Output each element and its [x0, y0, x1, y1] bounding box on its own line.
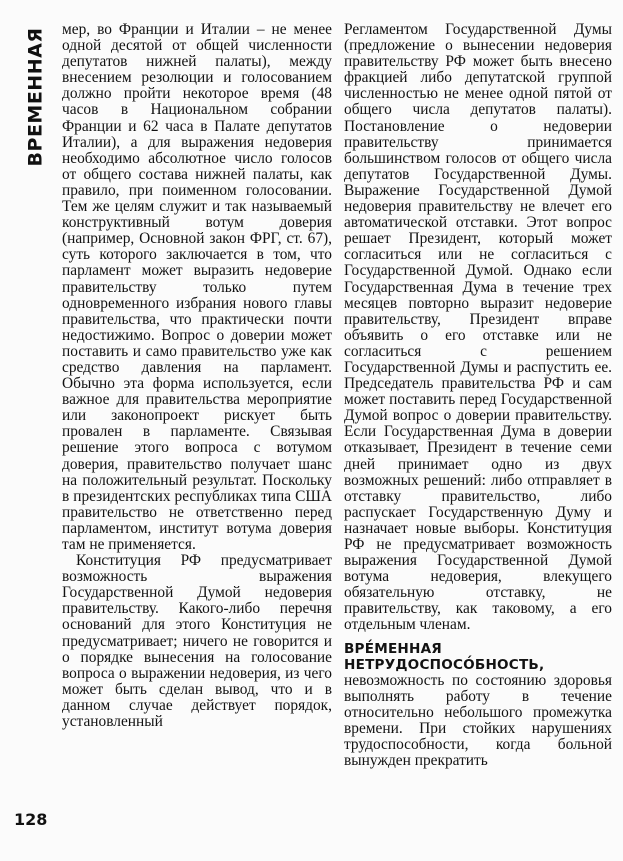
entry-spacer: [344, 634, 612, 641]
running-header-text: ВРЕМЕННАЯ: [24, 27, 47, 167]
left-column: [62, 22, 332, 730]
entry-term: ВРЕ́МЕННАЯ НЕТРУДОСПОСО́БНОСТЬ,: [344, 640, 545, 673]
left-paragraph-2: Конституция РФ предусматривает возможность выражения Государственной Думой недоверия правительству. Какого-либо перечня оснований для этого Конституция не предусматривает; ничего не говорится и о порядке вынесения на голосование вопроса о выражении недоверия, из чего может быть сделан вывод, что и в данном случае действует порядок, установленный: [62, 552, 332, 731]
entry-definition: невозможность по состоянию здоровья выполнять работу в течение относительно небольшого промежутка времени. При стойких нарушениях трудоспособности, когда больной вынужден прекратить: [344, 671, 612, 770]
left-paragraph-1: мер, во Франции и Италии – не менее одной десятой от общей численности депутатов нижней палаты), между внесением резолюции и голосованием должно пройти некоторое время (48 часов в Национальном собрании Франции и 62 часа в Палате депутатов Италии), а для выражения недоверия необходимо абсолютное число голосов от общего состава нижней палаты, как правило, при поименном голосовании. Тем же целям служит и так называемый конструктивный вотум доверия (например, Основной закон ФРГ, ст. 67), суть которого заключается в том, что парламент может выразить недоверие правительству только путем одновременного избрания нового главы правительства, что практически почти недостижимо. Вопрос о доверии может поставить и само правительство уже как средство давления на парламент. Обычно эта форма используется, если важное для правительства мероприятие или законопроект рискует быть провален в парламенте. Связывая решение этого вопроса с вотумом доверия, правительство получает шанс на положительный результат. Поскольку в президентских республиках типа США правительство не ответственно перед парламентом, институт вотума доверия там не применяется.: [62, 21, 332, 553]
dictionary-entry: [344, 641, 612, 770]
right-paragraph-1: Регламентом Государственной Думы (предложение о вынесении недоверия правительству РФ может быть внесено фракцией либо депутатской группой численностью не менее одной пятой от общего числа депутатов палаты). Постановление о недоверии правительству принимается большинством голосов от общего числа депутатов Государственной Думы. Выражение Государственной Думой недоверия правительству не влечет его автоматической отставки. Этот вопрос решает Президент, который может согласиться или не согласиться с Государственной Думой. Однако если Государственная Дума в течение трех месяцев повторно выразит недоверие правительству, Президент вправе объявить о его отставке или не согласиться с решением Государственной Думы и распустить ее. Председатель правительства РФ и сам может поставить перед Государственной Думой вопрос о доверии правительству. Если Государственная Дума в доверии отказывает, Президент в течение семи дней принимает одно из двух возможных решений: либо отправляет в отставку правительство, либо распускает Государственную Думу и назначает новые выборы. Конституция РФ не предусматривает возможность выражения Государственной Думой вотума недоверия, влекущего обязательную отставку, не правительству, как таковому, а его отдельным членам.: [344, 21, 612, 634]
page-number: 128: [14, 810, 48, 829]
running-header: [22, 22, 48, 172]
right-column: [344, 22, 612, 769]
